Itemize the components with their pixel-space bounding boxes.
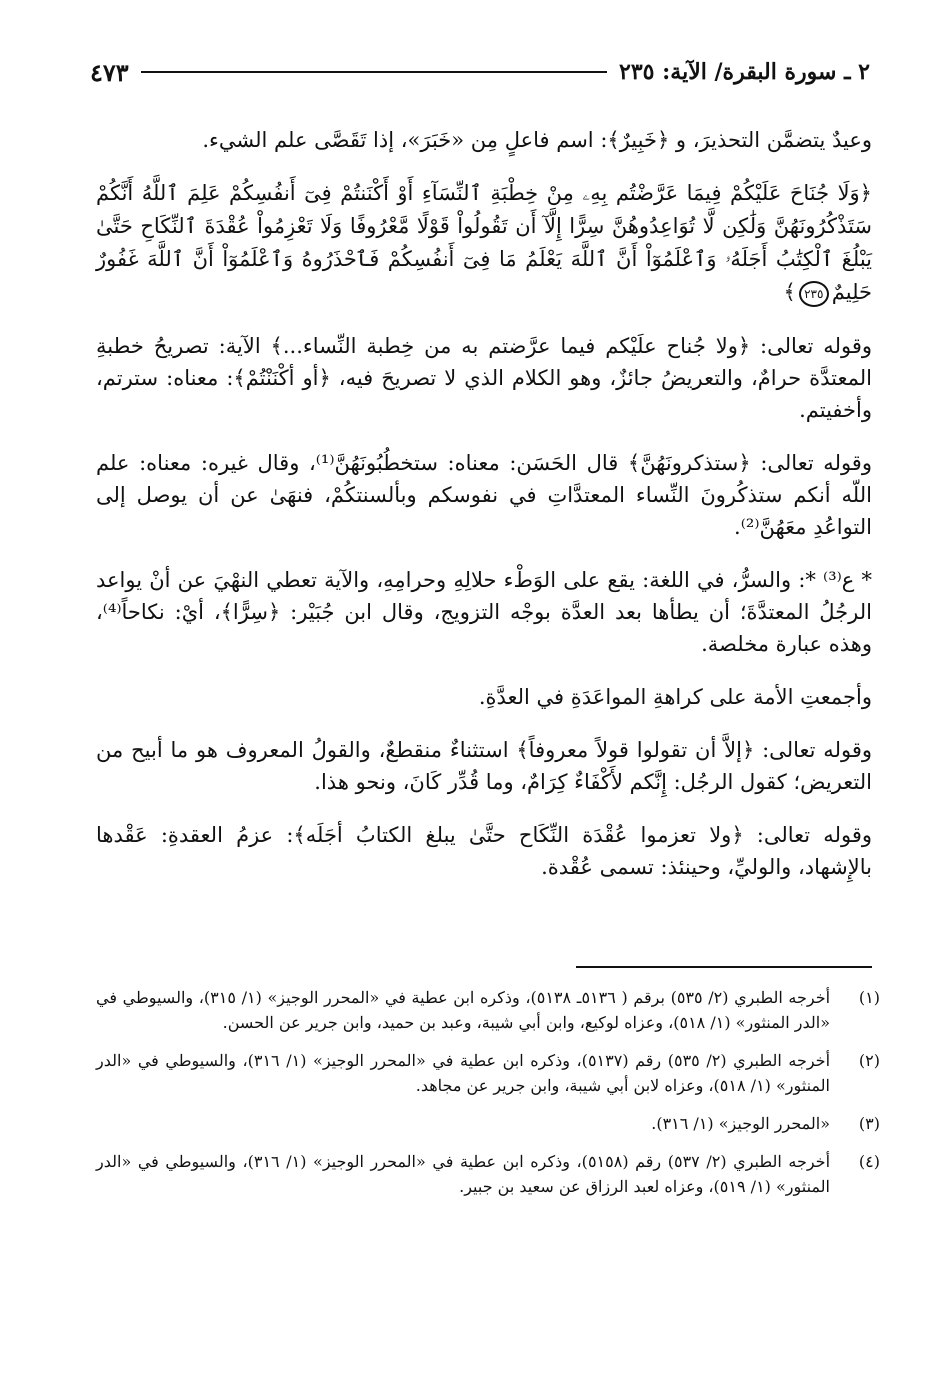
footnote-separator bbox=[576, 966, 872, 968]
footnote-text: أخرجه الطبري (٢/ ٥٣٥) رقم (٥١٣٧)، وذكره ابن عطية في «المحرر الوجيز» (١/ ٣١٦)، والسيوطي في «الدر المنثور» (١/ ٥١٨)، وعزاه لابن أبي شيبة، وابن جرير عن مجاهد. bbox=[96, 1051, 831, 1095]
footnote-number: (٤) bbox=[858, 1152, 880, 1171]
paragraph-5: وأجمعتِ الأمة على كراهةِ المواعَدَةِ في العدَّةِ. bbox=[478, 685, 872, 709]
footnote-number: (٢) bbox=[858, 1051, 880, 1070]
footnote-text: أخرجه الطبري (٢/ ٥٣٥) برقم ( ٥١٣٦ـ ٥١٣٨)، وذكره ابن عطية في «المحرر الوجيز» (١/ ٣١٥)، والسيوطي في «الدر المنثور» (١/ ٥١٨)، وعزاه لوكيع، وابن أبي شيبة، وعبد بن حميد، وابن جرير عن الحسن. bbox=[96, 988, 831, 1032]
paragraph-6: وقوله تعالى: ﴿إلاَّ أن تقولوا قولاً معروفاً﴾ استثناءٌ منقطعٌ، والقولُ المعروف هو ما أبيح من التعريض؛ كقول الرجُل: إِنَّكم لأَكْفَاءٌ كِرَامٌ، وما قُدِّر كَانَ، ونحو هذا. bbox=[96, 738, 872, 794]
verse-text: ﴿وَلَا جُنَاحَ عَلَيْكُمْ فِيمَا عَرَّضْتُم بِهِۦ مِنْ خِطْبَةِ ٱلنِّسَآءِ أَوْ أَكْنَنتُمْ فِىٓ أَنفُسِكُمْ عَلِمَ ٱللَّهُ أَنَّكُمْ سَتَذْكُرُونَهُنَّ وَلَٰكِن لَّا تُوَاعِدُوهُنَّ سِرًّا إِلَّآ أَن تَقُولُواْ قَوْلًا مَّعْرُوفًا وَلَا تَعْزِمُواْ عُقْدَةَ ٱلنِّكَاحِ حَتَّىٰ يَبْلُغَ ٱلْكِتَٰبُ أَجَلَهُۥ وَٱعْلَمُوٓاْ أَنَّ ٱللَّهَ يَعْلَمُ مَا فِىٓ أَنفُسِكُمْ فَٱحْذَرُوهُ وَٱعْلَمُوٓاْ أَنَّ ٱللَّهَ غَفُورٌ حَلِيمٌ bbox=[96, 181, 872, 304]
quran-verse bbox=[96, 177, 872, 309]
page-number: ٤٧٣ bbox=[90, 57, 129, 87]
footnote bbox=[96, 985, 880, 1035]
paragraph-7: وقوله تعالى: ﴿ولا تعزموا عُقْدَة النِّكَاح حتَّىٰ يبلغ الكتابُ أجَلَه﴾: عزمُ العقدةِ: عَقْدها بالإِشهاد، والوليِّ، وحينئذ: تسمى عُقْدة. bbox=[96, 823, 872, 879]
chapter-reference: ٢ ـ سورة البقرة/ الآية: ٢٣٥ bbox=[619, 59, 870, 85]
running-header bbox=[90, 52, 870, 92]
footnote-text: «المحرر الوجيز» (١/ ٣١٦). bbox=[651, 1114, 830, 1133]
paragraph-2: وقوله تعالى: ﴿ولا جُناح علَيْكم فيما عرَّضتم به من خِطبة النِّساء...﴾ الآية: تصريحُ خطبةِ المعتدَّة حرامٌ، والتعريضُ جائزٌ، وهو الكلام الذي لا تصريحَ فيه، ﴿أو أكْنَنْتُمْ﴾: معناه: سترتم، وأخفيتم. bbox=[96, 334, 872, 422]
paragraph-1: وعيدٌ يتضمَّن التحذيرَ، و ﴿خَبِيرٌ﴾: اسم فاعلٍ مِن «خَبَرَ»، إذا تَقَصَّى علم الشيء. bbox=[202, 128, 872, 152]
verse-number-marker: ٢٣٥ bbox=[799, 281, 829, 307]
footnote-text: أخرجه الطبري (٢/ ٥٣٧) رقم (٥١٥٨)، وذكره ابن عطية في «المحرر الوجيز» (١/ ٣١٦)، والسيوطي في «الدر المنثور» (١/ ٥١٩)، وعزاه لعبد الرزاق عن سعيد بن جبير. bbox=[96, 1152, 831, 1196]
footnote bbox=[96, 1149, 880, 1199]
footnote bbox=[96, 1111, 880, 1136]
main-text bbox=[96, 124, 872, 904]
footnote-number: (٣) bbox=[858, 1114, 880, 1133]
header-rule bbox=[141, 71, 607, 73]
footnote bbox=[96, 1048, 880, 1098]
footnotes bbox=[96, 985, 880, 1212]
paragraph-4: * ع⁽³⁾ *: والسرُّ، في اللغة: يقع على الوَطْء حلالِهِ وحرامِهِ، والآية تعطي النهْيَ عن أنْ يواعد الرجُلُ المعتدَّةَ؛ أن يطأها بعد العدَّة بوجْه التزويج، وقال ابن جُبَيْر: ﴿سِرًّا﴾، أيْ: نكاحاً⁽⁴⁾، وهذه عبارة مخلصة. bbox=[96, 568, 872, 656]
paragraph-3: وقوله تعالى: ﴿ستذكرونَهُنَّ﴾ قال الحَسَن: معناه: ستخطُبُونَهُنَّ⁽¹⁾، وقال غيره: معناه: علم اللّه أنكم ستذكُرونَ النِّساء المعتدَّاتِ في نفوسكم وبألسنتكُمْ، فنهَىٰ عن أن يوصل إلى التواعُدِ معَهُنَّ⁽²⁾. bbox=[96, 451, 872, 539]
footnote-number: (١) bbox=[858, 988, 880, 1007]
verse-close-bracket: ﴾ bbox=[783, 280, 796, 304]
